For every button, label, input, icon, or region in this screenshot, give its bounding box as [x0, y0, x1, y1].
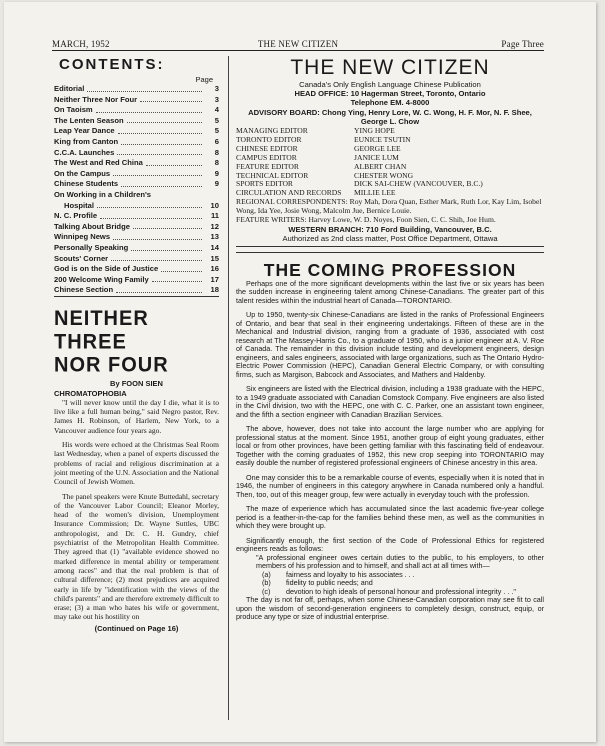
- editorial-paragraph: The day is not far off, perhaps, when some Chinese-Canadian corporation may see fit to call upon the wisdom of second-generation engineers to completely design, construct, equip, or produce any type or size of industrial enterprise.: [236, 595, 544, 622]
- toc-entry: [54, 222, 219, 233]
- staff-name: JANICE LUM: [354, 152, 399, 162]
- toc-entry-page: 8: [214, 147, 219, 157]
- staff-list: [236, 127, 544, 198]
- staff-name: EUNICE TSUTIN: [354, 134, 411, 144]
- toc-entry-page: 4: [214, 105, 219, 115]
- toc-entry-page: 16: [210, 264, 219, 274]
- regional-label: REGIONAL CORRESPONDENTS:: [236, 197, 348, 207]
- toc-entry: [54, 275, 219, 286]
- toc-entry-title: King from Canton: [54, 136, 119, 146]
- ethics-item-text: devotion to high ideals of personal honour and professional integrity . . .": [286, 586, 516, 596]
- toc-entry-title: The West and Red China: [54, 158, 143, 168]
- toc-entry: [54, 95, 219, 106]
- editorial-paragraph: The above, however, does not take into account the large number who are applying for professional status at the moment. Since 1951, another group of eight young graduates, either local or from other provinces, have been getting familiar with this fascinating field of endeavour. Together with the coming graduates of 1952, this new crop seeping into TORONTARIO may easily double the number of registered professional engineers of Chinese ancestry in this area.: [236, 424, 544, 468]
- staff-role: CIRCULATION AND RECORDS: [236, 188, 342, 198]
- right-column: [236, 56, 544, 622]
- contents-page-label: Page: [195, 75, 213, 84]
- toc-entry-page: 17: [210, 274, 219, 284]
- toc-leader-dots: [161, 264, 202, 272]
- toc-entry-title: Winnipeg News: [54, 232, 111, 242]
- editorial-paragraph: Significantly enough, the first section of the Code of Professional Ethics for registered engineers reads as follows:: [236, 535, 544, 554]
- toc-leader-dots: [96, 105, 202, 113]
- toc-entry: [54, 179, 219, 190]
- head-office-address: 10 Hagerman Street, Toronto, Ontario: [350, 89, 486, 98]
- toc-entry-page: 14: [210, 242, 219, 252]
- toc-entry: [54, 126, 219, 137]
- editorial-paragraph: One may consider this to be a remarkable course of events, especially when it is noted that in 1946, the number of engineers in this category anywhere in Canada numbered only a handful. Then, too, out of this meager group, few were actually in everyday touch with the profession.: [236, 472, 544, 499]
- toc-entry-title: Leap Year Dance: [54, 126, 115, 136]
- toc-leader-dots: [154, 190, 202, 198]
- continued-note: (Continued on Page 16): [94, 623, 179, 633]
- toc-leader-dots: [116, 285, 202, 293]
- toc-entry-title: Editorial: [54, 84, 85, 93]
- article-title-line-2: NOR FOUR: [54, 353, 169, 377]
- article-title: [54, 307, 219, 376]
- toc-entry: [54, 211, 219, 222]
- toc-entry-page: [205, 190, 219, 201]
- editorial-paragraph: The maze of experience which has accumulated since the last academic five-year college period is a feather-in-the-cap for the families behind these men, as well as the communities in which they were brought up.: [236, 504, 544, 531]
- toc-leader-dots: [146, 158, 202, 166]
- contents-heading: CONTENTS:: [59, 56, 165, 73]
- toc-leader-dots: [121, 179, 202, 187]
- staff-role: CHINESE EDITOR: [236, 143, 298, 153]
- toc-leader-dots: [113, 169, 202, 177]
- toc-entry-title: Hospital: [64, 200, 94, 210]
- toc-entry-title: God is on the Side of Justice: [54, 264, 159, 274]
- toc-entry-page: 13: [210, 232, 219, 242]
- article-byline: By FOON SIEN: [110, 378, 163, 388]
- advisory-board: ADVISORY BOARD: Chong Ying, Henry Lore, W. C. Wong, H. F. Mor, N. F. Shee, George L. Chow: [248, 108, 532, 126]
- head-office-label: HEAD OFFICE:: [294, 89, 349, 98]
- head-office: [236, 89, 544, 98]
- article-paragraph: The panel speakers were Knute Buttedahl, secretary of the Vancouver Labor Council; Eleanor Morley, head of the women's division, Unemployment Insurance Commission; Dr. Wayne Suttles, UBC anthropologist, and Dr. C. H. Gundry, chief psychiatrist of the Metropolitan Health Committee. They agreed that (1) "available evidence showed no marked difference in mental ability or temperament among races" and that the real problem is that of cultural difference; (2) most prejudices are acquired early in life by "identification with the views of the child's parents" and are therefore extremely difficult to erase; (3) a man who hates his wife or government, may take out his hostility on: [54, 491, 219, 622]
- toc-leader-dots: [140, 95, 202, 103]
- toc-entry-title: Neither Three Nor Four: [54, 94, 138, 104]
- toc-entry-title: On Working in a Children's: [54, 189, 152, 199]
- editorial-paragraph: Six engineers are listed with the Electrical division, including a 1938 graduate with the HEPC, to a 1949 graduate associated with Canadian Comstock Company. Five engineers are also listed in the Civil division, two with the HEPC, one with C. C. Parker, one an assistant town engineer, and the fifth a section engineer with Canadian Brazilian Services.: [236, 384, 544, 419]
- editorial-title: THE COMING PROFESSION: [263, 259, 517, 280]
- western-branch: WESTERN BRANCH: 710 Ford Building, Vancouver, B.C.: [288, 224, 492, 234]
- staff-name: ALBERT CHAN: [354, 161, 407, 171]
- staff-role: TECHNICAL EDITOR: [236, 170, 309, 180]
- toc-entry-title: N. C. Profile: [54, 211, 98, 221]
- toc-entry: [54, 232, 219, 243]
- toc-entry-page: 6: [214, 136, 219, 146]
- toc-entry-page: 5: [214, 126, 219, 136]
- masthead-title: THE NEW CITIZEN: [290, 56, 490, 79]
- masthead-rule: [236, 246, 544, 247]
- toc-entry-page: 9: [214, 179, 219, 189]
- header-date: MARCH, 1952: [52, 39, 110, 49]
- toc-leader-dots: [111, 254, 202, 262]
- staff-name: GEORGE LEE: [354, 143, 401, 153]
- editorial-body: [236, 280, 544, 622]
- table-of-contents: [54, 84, 219, 297]
- toc-entry-page: 5: [214, 115, 219, 125]
- toc-entry-page: 15: [210, 253, 219, 263]
- toc-leader-dots: [100, 211, 202, 219]
- toc-leader-dots: [152, 275, 202, 283]
- masthead-rule: [236, 252, 544, 253]
- toc-entry-page: 3: [214, 84, 219, 93]
- article-subhead: CHROMATOPHOBIA: [54, 388, 127, 398]
- toc-entry: [54, 243, 219, 254]
- article-body: [54, 398, 219, 622]
- staff-role: MANAGING EDITOR: [236, 126, 308, 135]
- regional-names: Roy Mah, Dora Quan, Esther Mark, Ruth Lor, Kay Lim, Isobel Wong, Ida Yee, Josie Wong, Malcolm Jue, Bernice Louie.: [236, 197, 542, 216]
- toc-leader-dots: [113, 232, 202, 240]
- header-rule: [52, 50, 544, 51]
- toc-entry-title: The Lenten Season: [54, 115, 124, 125]
- toc-leader-dots: [118, 126, 202, 134]
- toc-entry: [54, 116, 219, 127]
- toc-entry-title: On the Campus: [54, 168, 111, 178]
- ethics-item-key: (a): [262, 569, 271, 579]
- toc-entry-title: C.C.A. Launches: [54, 147, 115, 157]
- writers-names: Harvey Lowe, W. D. Noyes, Foon Sien, C. C. Shih, Joe Hum.: [308, 215, 496, 225]
- magazine-page: [4, 2, 596, 742]
- header-page-number: Page Three: [501, 39, 544, 49]
- article-paragraph: His words were echoed at the Christmas Seal Room last Wednesday, when a panel of experts discussed the problems of racial and religious discrimination at a joint meeting of the U.N. Association and the National Council of Jewish Women.: [54, 440, 219, 487]
- column-divider: [228, 56, 229, 720]
- toc-entry: [54, 148, 219, 159]
- toc-entry: [54, 137, 219, 148]
- toc-entry-page: 9: [214, 168, 219, 178]
- ethics-item-key: (c): [262, 586, 271, 596]
- toc-entry-title: Chinese Section: [54, 285, 114, 295]
- toc-entry-page: 3: [214, 94, 219, 104]
- toc-entry: [54, 158, 219, 169]
- toc-entry-title: Talking About Bridge: [54, 221, 130, 231]
- toc-entry: [54, 105, 219, 116]
- toc-leader-dots: [133, 222, 202, 230]
- feature-writers: [236, 216, 544, 225]
- toc-entry-page: 8: [214, 158, 219, 168]
- toc-leader-dots: [127, 116, 202, 124]
- toc-entry-title: On Taoism: [54, 105, 93, 115]
- writers-label: FEATURE WRITERS:: [236, 215, 307, 225]
- regional-correspondents: [236, 198, 544, 216]
- toc-entry: [54, 169, 219, 180]
- toc-entry-title: Personally Speaking: [54, 242, 129, 252]
- ethics-item-text: fairness and loyalty to his associates . . .: [286, 569, 415, 579]
- toc-entry-title: 200 Welcome Wing Family: [54, 274, 149, 284]
- staff-role: FEATURE EDITOR: [236, 161, 299, 171]
- toc-entry-page: 12: [210, 221, 219, 231]
- toc-entry-title: Scouts' Corner: [54, 253, 109, 263]
- toc-leader-dots: [121, 137, 202, 145]
- article-paragraph: "I will never know until the day I die, what it is to live like a full human being," said Negro pastor, Rev. James H. Robinson, of Harlem, New York, to a Vancouver audience four years ago.: [54, 397, 219, 435]
- toc-entry: [54, 285, 219, 296]
- editorial-paragraph: Up to 1950, twenty-six Chinese-Canadians are listed in the ranks of Professional Engineers of Ontario, and bear that seal in their engineering undertakings. Fifteen of these are in the Mechanical and Industrial division, ranging from a graduate of 1936, associated with cost research at The Massey-Harris Co., to a graduate of 1950, who is a junior engineer at A. V. Roe of Canada. The remainder in this division include testing and development engineers, design engineers, and sales engineers, associated with large organizations, such as The Ontario Hydro-Electric Power Commission (HEPC), Canadian General Electric Company, or with consulting firms, such as Margison, Babcock and Associates, and Mathers and Haldenby.: [236, 310, 544, 379]
- toc-entry: [54, 84, 219, 95]
- toc-leader-dots: [87, 84, 202, 92]
- toc-entry: [54, 201, 219, 212]
- header-title: THE NEW CITIZEN: [257, 39, 339, 49]
- toc-entry-page: 18: [210, 285, 219, 295]
- toc-entry: [54, 190, 219, 201]
- toc-entry: [54, 254, 219, 265]
- staff-name: MILLIE LEE: [354, 188, 396, 198]
- masthead-tagline: Canada's Only English Language Chinese Publication: [299, 80, 481, 89]
- toc-entry: [54, 264, 219, 275]
- toc-entry-title: Chinese Students: [54, 179, 119, 189]
- telephone-number: Telephone EM. 4-8000: [350, 98, 430, 107]
- staff-role: TORONTO EDITOR: [236, 134, 302, 144]
- toc-entry-page: 11: [210, 211, 219, 221]
- staff-name: YING HOPE: [354, 126, 395, 135]
- staff-role: SPORTS EDITOR: [236, 179, 294, 189]
- staff-name: CHESTER WONG: [354, 170, 414, 180]
- toc-leader-dots: [97, 201, 202, 209]
- staff-role: CAMPUS EDITOR: [236, 152, 297, 162]
- toc-leader-dots: [131, 243, 202, 251]
- postal-authorization: Authorized as 2nd class matter, Post Office Department, Ottawa: [282, 233, 498, 243]
- staff-name: DICK SAI-CHEW (VANCOUVER, B.C.): [354, 179, 483, 189]
- toc-entry-page: 10: [210, 200, 219, 210]
- left-column: [54, 56, 219, 633]
- ethics-item-key: (b): [262, 578, 271, 588]
- editorial-paragraph: Perhaps one of the more significant developments within the last five or six years has been the sudden increase in engineering talent among Chinese-Canadians. The greater part of this talent resides within the industrial heart of Canada—TORONTARIO.: [236, 278, 544, 305]
- ethics-item-text: fidelity to public needs; and: [286, 578, 373, 588]
- toc-leader-dots: [117, 148, 202, 156]
- ethics-quote: "A professional engineer owes certain duties to the public, to his employers, to other members of his profession and to himself, and shall act at all times with—: [256, 552, 544, 571]
- article-title-line-1: NEITHER THREE: [54, 307, 149, 354]
- telephone: [236, 98, 544, 107]
